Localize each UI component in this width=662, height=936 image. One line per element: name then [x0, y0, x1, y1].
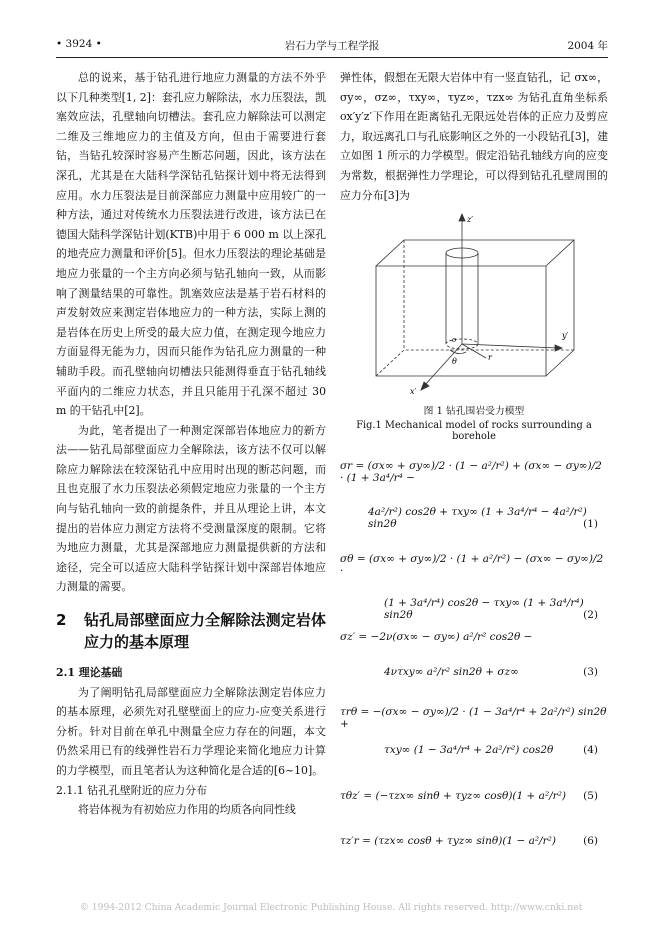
running-header — [56, 38, 608, 54]
borehole-model-figure — [340, 210, 608, 400]
equation-3a — [340, 631, 608, 653]
equation-1a — [340, 460, 608, 482]
equation-text: τθz′ = (−τzx∞ sinθ + τyz∞ cosθ)(1 + a²/r²) — [340, 790, 567, 802]
equation-text: σθ = (σx∞ + σy∞)/2 · (1 + a²/r²) − (σx∞ − σy∞)/2 · — [340, 553, 604, 577]
equation-text: (1 + 3a⁴/r⁴) cos2θ − τxy∞ (1 + 3a⁴/r⁴) sin2θ — [384, 597, 584, 621]
equation-text: σz′ = −2ν(σx∞ − σy∞) a²/r² cos2θ − — [340, 631, 533, 643]
right-column — [340, 68, 608, 205]
paragraph-theory: 为了阐明钻孔局部壁面应力全解除法测定岩体应力的基本原理，必须先对孔壁壁面上的应力-应变关系进行分析。针对目前在单孔中测量全应力存在的问题，本文仍然采用已有的线弹性岩石力学理论来简化地应力计算的力学模型，而且笔者认为这种简化是合适的[6~10]。 — [56, 685, 326, 777]
equation-3b — [340, 666, 608, 688]
equation-text: τz′r = (τzx∞ cosθ + τyz∞ sinθ)(1 − a²/r²) — [340, 835, 556, 847]
figure-caption-cn: 图 1 钻孔围岩受力模型 — [423, 406, 525, 417]
equation-text: σr = (σx∞ + σy∞)/2 · (1 − a²/r²) + (σx∞ − σy∞)/2 · (1 + 3a⁴/r⁴ − — [340, 460, 602, 484]
axis-label-z: z′ — [467, 215, 474, 224]
axis-label-x: x′ — [410, 387, 417, 396]
header-rule — [56, 57, 608, 58]
equation-text: 4ντxy∞ a²/r² sin2θ + σz∞ — [384, 666, 519, 678]
equation-number: (1) — [583, 518, 598, 530]
left-column — [56, 68, 326, 820]
journal-title: 岩石力学与工程学报 — [284, 40, 380, 52]
equation-number: (4) — [583, 744, 598, 756]
section-number: 2 — [56, 611, 67, 630]
equation-number: (3) — [583, 666, 598, 678]
subsection-heading: 2.1 理论基础 — [56, 666, 123, 680]
paragraph-model-start: 将岩体视为有初始应力作用的均质各向同性线 — [78, 803, 296, 817]
angle-label: θ — [452, 357, 457, 366]
equation-2b — [340, 597, 608, 619]
section-heading — [56, 609, 326, 653]
equation-5 — [340, 790, 608, 812]
page-number: • 3924 • — [56, 38, 102, 50]
year: 2004 年 — [567, 40, 608, 52]
origin-label: o — [452, 336, 457, 344]
figure-caption-en: Fig.1 Mechanical model of rocks surrounding a borehole — [356, 420, 592, 442]
equation-number: (2) — [583, 609, 598, 621]
axis-label-y: y′ — [562, 331, 569, 340]
equation-6 — [340, 835, 608, 857]
equation-number: (5) — [583, 790, 598, 802]
equation-1b — [340, 506, 608, 528]
equation-text: τrθ = −(σx∞ − σy∞)/2 · (1 − 3a⁴/r⁴ + 2a²/r²) sin2θ + — [340, 706, 607, 730]
equation-text: 4a²/r²) cos2θ + τxy∞ (1 + 3a⁴/r⁴ − 4a²/r²) sin2θ — [368, 506, 587, 530]
paragraph-model: 弹性体，假想在无限大岩体中有一竖直钻孔，记 σx∞，σy∞，σz∞，τxy∞，τyz∞，τzx∞ 为钻孔直角坐标系 ox′y′z′下作用在距离钻孔无限远处岩体的正应力及剪应力，取远离孔口与孔底影响区之外的一小段钻孔[3]，建立如图 1 所示的力学模型。假定沿钻孔轴线方向的应变为常数，根据弹性力学理论，可以得到钻孔孔壁周围的应力分布[3]为 — [340, 71, 608, 202]
equation-number: (6) — [583, 835, 598, 847]
section-title: 钻孔局部壁面应力全解除法测定岩体应力的基本原理 — [84, 611, 326, 652]
subsubsection-heading: 2.1.1 钻孔孔壁附近的应力分布 — [56, 783, 207, 797]
equation-4b — [340, 744, 608, 766]
paragraph-proposal: 为此，笔者提出了一种测定深部岩体地应力的新方法——钻孔局部壁面应力全解除法，该方法不仅可以解除应力解除法在较深钻孔中应用时出现的断芯问题，而且也克服了水力压裂法必须假定地应力张量的一个主方向与钻孔轴向一致的前提条件，并且从理论上讲，本文提出的岩体应力测定方法将不受测量深度的限制。它将为地应力测量，尤其是深部地应力测量提供新的方法和途径，完全可以适应大陆科学钻探计划中深部岩体地应力测量的需要。 — [56, 423, 326, 594]
equation-4a — [340, 706, 608, 728]
equation-text: τxy∞ (1 − 3a⁴/r⁴ + 2a²/r²) cos2θ — [384, 744, 554, 756]
copyright-footer: © 1994-2012 China Academic Journal Electronic Publishing House. All rights reserved. http://www.cnki.net — [79, 902, 583, 913]
radius-label: r — [488, 353, 492, 362]
paragraph-methods: 总的说来，基于钻孔进行地应力测量的方法不外乎以下几种类型[1, 2]：套孔应力解除法，水力压裂法，凯塞效应法，孔壁轴向切槽法。套孔应力解除法可以测定二维及三维地应力的主值及方向，但由于需要进行套钻，当钻孔较深时容易产生断芯问题，因此，该方法在深孔，尤其是在大陆科学深钻孔钻探计划中将无法得到应用。水力压裂法是目前深部应力测量中应用较广的一种方法，通过对传统水力压裂法进行改进，该方法已在德国大陆科学深钻计划(KTB)中用于 6 000 m 以上深孔的地壳应力测量和评价[5]。但水力压裂法的理论基础是地应力张量的一个主方向必须与钻孔轴向一致，从而影响了测量结果的可靠性。凯塞效应法是基于岩石材料的声发射效应来测定岩体地应力的一种方法，实际上测的是岩体在历史上所受的最大应力值，在测定现今地应力方面显得无能为力，因而只能作为钻孔应力测量的一种辅助手段。而孔壁轴向切槽法只能测得垂直于钻孔轴线平面内的二维应力状态，并且只能用于孔深不超过 30 m 的干钻孔中[2]。 — [56, 71, 326, 418]
equation-2a — [340, 553, 608, 575]
